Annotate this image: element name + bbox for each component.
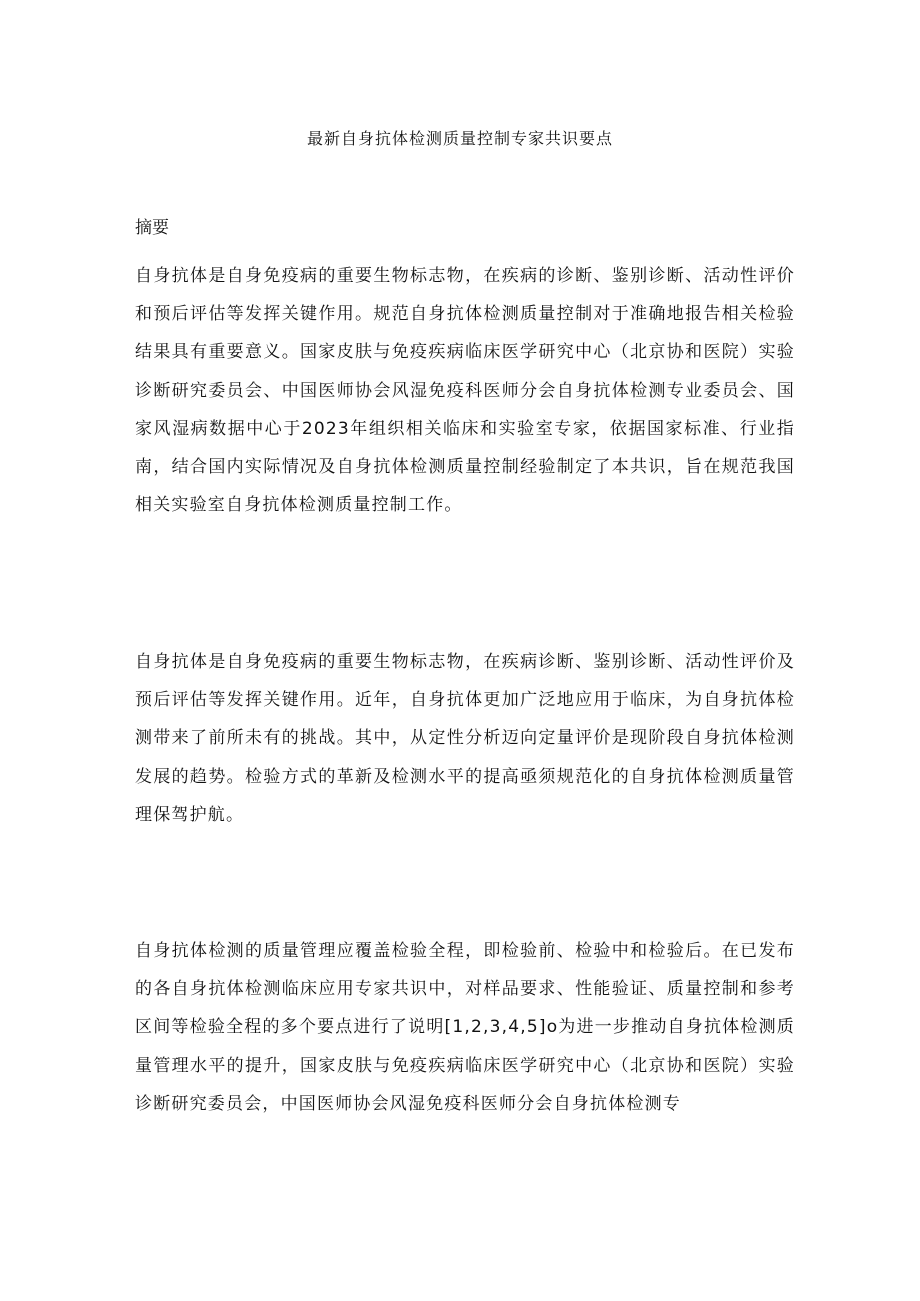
paragraph-abstract: 自身抗体是自身免疫病的重要生物标志物，在疾病的诊断、鉴别诊断、活动性评价和预后评估等发挥关键作用。规范自身抗体检测质量控制对于准确地报告相关检验结果具有重要意义。国家皮肤与免疫疾病临床医学研究中心（北京协和医院）实验诊断研究委员会、中国医师协会风湿免疫科医师分会自身抗体检测专业委员会、国家风湿病数据中心于2023年组织相关临床和实验室专家，依据国家标准、行业指南，结合国内实际情况及自身抗体检测质量控制经验制定了本共识，旨在规范我国相关实验室自身抗体检测质量控制工作。 [135, 266, 795, 516]
abstract-heading: 摘要 [135, 218, 169, 238]
document-title: 最新自身抗体检测质量控制专家共识要点 [306, 129, 613, 148]
paragraph-introduction: 自身抗体是自身免疫病的重要生物标志物，在疾病诊断、鉴别诊断、活动性评价及预后评估等发挥关键作用。近年，自身抗体更加广泛地应用于临床，为自身抗体检测带来了前所未有的挑战。其中，从定性分析迈向定量评价是现阶段自身抗体检测发展的趋势。检验方式的革新及检测水平的提高亟须规范化的自身抗体检测质量管理保驾护航。 [135, 652, 795, 825]
paragraph-quality-management: 自身抗体检测的质量管理应覆盖检验全程，即检验前、检验中和检验后。在已发布的各自身抗体检测临床应用专家共识中，对样品要求、性能验证、质量控制和参考区间等检验全程的多个要点进行了说明[1,2,3,4,5]o为进一步推动自身抗体检测质量管理水平的提升，国家皮肤与免疫疾病临床医学研究中心（北京协和医院）实验诊断研究委员会，中国医师协会风湿免疫科医师分会自身抗体检测专 [135, 941, 795, 1114]
